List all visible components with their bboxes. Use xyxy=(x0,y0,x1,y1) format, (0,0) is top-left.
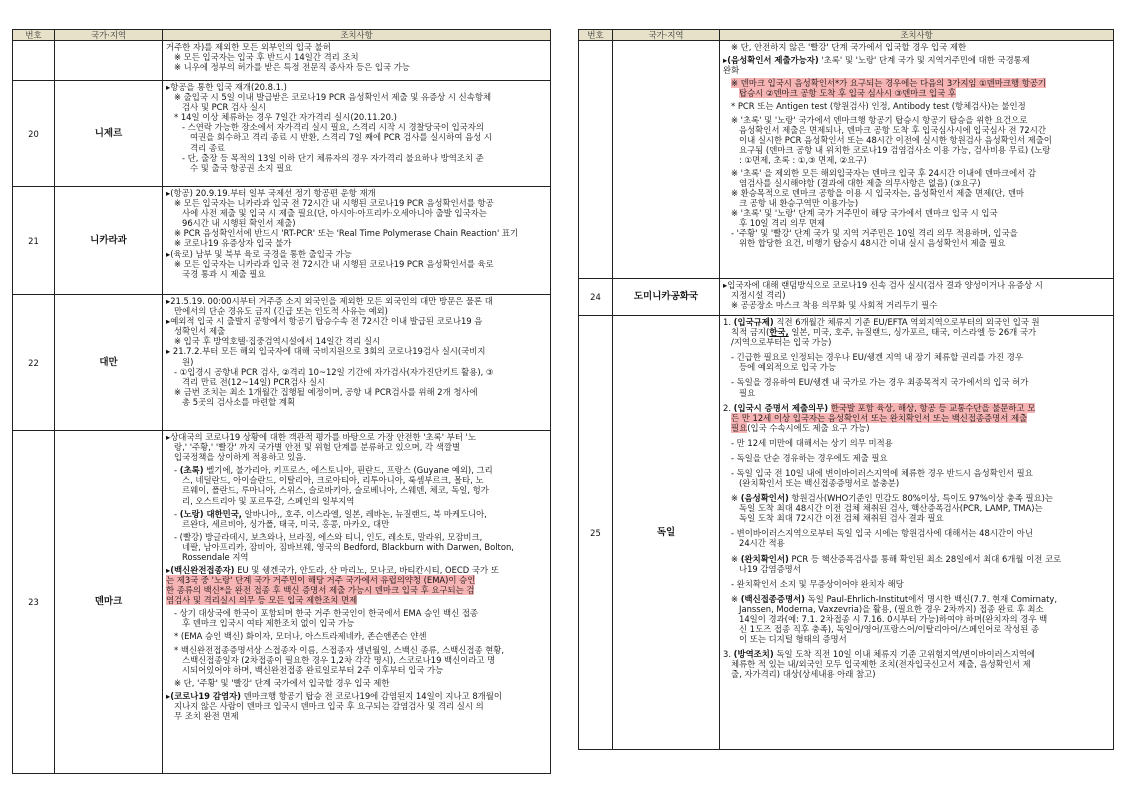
highlighted-text: 한국발 포함 육상, 해상, 항공 등 교통수단을 불문하고 모 xyxy=(830,402,1036,413)
negative-test-label: (음성확인서 제출가능자) xyxy=(727,55,819,66)
row-number: 22 xyxy=(13,295,55,431)
header-country: 국가·지역 xyxy=(613,30,720,41)
row-number: 21 xyxy=(13,187,55,295)
niger-measures: ▸항공을 통한 입국 재개(20.8.1.) ※ 출입국 시 5일 이내 발급받은 코로나19 PCR 음성확인서 제출 및 유증상 시 신속항체 검사 및 PCR 검사 실시 * 14일 이상 체류하는 경우 7일간 자가격리 실시(20.11.20.) - 스연락 가능한 장소에서 자가격리 실시 필요, 스격리 시작 시 경찰당국이 입국자의 여권을 회수하고 격리 종료 시 반환, 스격리 7일 째에 PCR 검사를 실시하여 음성 시 격리 종료 - 단, 출장 등 목적의 13일 이하 단기 체류자의 경우 자가격리 불요하나 방역조치 준 수 및 출국 항공권 소지 필요 xyxy=(163,81,551,187)
header-country: 국가·지역 xyxy=(55,30,163,41)
country-name: 도미니카공화국 xyxy=(613,279,720,316)
highlighted-text: 염검사 및 격리실시 의무 등 모든 입국 제한조치 면제 xyxy=(166,595,358,606)
table-row xyxy=(13,295,551,431)
table-row xyxy=(13,81,551,187)
highlighted-text: 한 종류의 백신*을 완전 접종 후 백신 증명서 제출 가능시 덴마크 입국 후 요구되는 검 xyxy=(166,585,475,596)
table-row xyxy=(13,187,551,295)
highlighted-text: 탑승시 ②덴마크 공항 도착 후 입국 심사시 ③덴마크 입국 후 xyxy=(739,88,956,99)
niue-measures: 거주한 자)를 제외한 모든 외부인의 입국 불허 ※ 모든 입국자는 입국 후 반드시 14일간 격리 조치 ※ 니우에 정부의 허가를 받은 특정 전문직 종사자 등은 입국 가능 xyxy=(163,41,551,81)
recovered-label: (코로나19 감염자) xyxy=(170,690,241,701)
left-header-row xyxy=(13,30,551,41)
dominican-republic-measures: ▸입국자에 대해 랜덤방식으로 코로나19 신속 검사 실시(검사 결과 양성이거나 유증상 시 지정시설 격리) ※ 공공장소 마스크 착용 의무화 및 사회적 거리두기 필수 xyxy=(720,279,1114,316)
highlighted-text: 든 만 12세 이상 입국자는 음성확인서 또는 완치확인서 또는 백신접종증명서 제출 xyxy=(731,412,1028,423)
country-name: 독일 xyxy=(613,316,720,750)
right-header-row xyxy=(579,30,1114,41)
table-row xyxy=(579,41,1114,279)
country-name: 대만 xyxy=(55,295,163,431)
table-row xyxy=(579,279,1114,316)
denmark-measures: ▸상대국의 코로나19 상황에 대한 객관적 평가를 바탕으로 가장 안전한 '초록' 부터 '노 랑,' '주황,' '빨강' 까지 국가별 안전 및 위험 단계를 분류하고 있으며, 각 색깔별 입국정책을 상이하게 적용하고 있음. - (초록) 벨기에, 불가리아, 키프로스, 에스토니아, 핀란드, 프랑스 (Guyane 예외), 그리 스, 네덜란드, 아이슬란드, 이탈리아, 크로아티아, 리투아니아, 룩셈부르크, 몰타, 노 르웨이, 폴란드, 루마니아, 스위스, 슬로바키아, 슬로베니아, 스웨덴, 체코, 독일, 헝가 리, 오스트리아 및 포르투갈, 스페인의 일부지역 - (노랑) 대한민국, 알바니아,, 호주, 이스라엘, 일본, 레바논, 뉴질랜드, 북 마케도니아, 르완다, 세르비아, 싱가폴, 태국, 미국, 홍콩, 마카오, 대만 - (빨강) 방글라데시, 보츠와나, 브라질, 에스와 티니, 인도, 레소토, 말라위, 모잠비크, 네팔, 남아프리카, 잠비아, 짐바브웨, 영국의 Bedford, Blackburn with Darwen, Bolton, Rossendale 지역 ▸(백신완전접종자) EU 및 쉥겐국가, 안도라, 산 마리노, 모나코, 바티칸시티, OECD 국가 또 는 제3국 중 '노랑' 단계 국가 거주민이 해당 거주 국가에서 유럽의약청 (EMA)이 승인 한 종류의 백신*을 완전 접종 후 백신 증명서 제출 가능시 덴마크 입국 후 요구되는 검 염검사 및 격리실시 의무 등 모든 입국 제한조치 면제 - 상기 대상국에 한국이 포함되며 한국 거주 한국인이 한국에서 EMA 승인 백신 접종 후 덴마크 입국시 여타 제한조치 없이 입국 가능 * (EMA 승인 백신) 화이자, 모더나, 아스트라제네카, 존슨앤존슨 얀센 * 백신완전접종증명서상 스접종자 이름, 스접종자 생년월일, 스백신 종류, 스백신접종 현황, 스백신접종일자 (2차접종이 필요한 경우 1,2차 각각 명시), 스코로나19 백신이라고 명 시되어있어야 하며, 백신완전접종 완료일로부터 2주 이후부터 입국 가능 ※ 단, '주황' 및 '빨강' 단계 국가에서 입국할 경우 입국 제한 ▸(코로나19 감염자) 덴마크행 항공기 탑승 전 코로나19에 감염된지 14일이 지나고 8개월이 지나지 않은 사람이 덴마크 입국시 덴마크 입국 후 요구되는 감염검사 및 격리 실시 의 무 조치 완전 면제 xyxy=(163,431,551,774)
right-measures-table xyxy=(578,29,1114,750)
germany-measures: 1. (입국규제) 직전 6개월간 체류지 기준 EU/EFTA 역외지역으로부터의 외국인 입국 원 칙적 금지(한국, 일본, 미국, 호주, 뉴질랜드, 싱가포르, 태국, 이스라엘 등 26개 국가 /지역으로부터는 입국 가능) - 긴급한 필요로 인정되는 경우나 EU/쉥겐 지역 내 장기 체류할 권리를 가진 경우 등에 예외적으로 입국 가능 - 독일을 경유하여 EU/쉥겐 내 국가로 가는 경우 최종목적지 국가에서의 입국 허가 필요 2. (입국시 증명서 제출의무) 한국발 포함 육상, 해상, 항공 등 교통수단을 불문하고 모 든 만 12세 이상 입국자는 음성확인서 또는 완치확인서 또는 백신접종증명서 제출 필요(입국 수속시에도 제출 요구 가능) - 만 12세 미만에 대해서는 상기 의무 미적용 - 독일을 단순 경유하는 경우에도 제출 필요 - 독일 입국 전 10일 내에 변이바이러스지역에 체류한 경우 반드시 음성확인서 필요 (완치확인서 또는 백신접종증명서로 불충분) ※ (음성확인서) 항원검사(WHO기준인 민감도 80%이상, 특이도 97%이상 충족 필요)는 독일 도착 최대 48시간 이전 검체 채취된 검사, 핵산증폭검사(PCR, LAMP, TMA)는 독일 도착 최대 72시간 이전 검체 채취된 검사 결과 필요 - 변이바이러스지역으로부터 독일 입국 시에는 항원검사에 대해서는 48시간이 아닌 24시간 적용 ※ (완치확인서) PCR 등 핵산증폭검사를 통해 확인된 최소 28일에서 최대 6개월 이전 코로 나19 감염증명서 - 완치확인서 소지 및 무증상이어야 완치자 해당 ※ (백신접종증명서) 독일 Paul-Ehrlich-Institut에서 명시한 백신(7.7. 현재 Comirnaty, Janssen, Moderna, Vaxzevria)을 활용, (필요한 경우 2차까지) 접종 완료 후 최소 14일이 경과(예: 7.1. 2차접종 시 7.16. 0시부터 가능)하여야 하며(완치자의 경우 백 신 1도즈 접종 직후 충족), 독일어/영어/프랑스어/이탈리아어/스페인어로 작성된 종 이 또는 디지털 형태의 증명서 3. (방역조치) 독일 도착 직전 10일 이내 체류지 기준 고위험지역/변이바이러스지역에 체류한 적 있는 내/외국인 모두 입국제한 조치(전자입국신고서 제출, 음성확인서 제 출, 자가격리) 대상(상세내용 아래 참고) xyxy=(720,316,1114,750)
country-name: 덴마크 xyxy=(55,431,163,774)
row-number: 24 xyxy=(579,279,613,316)
green-label: (초록) xyxy=(179,465,204,476)
row-number: 23 xyxy=(13,431,55,774)
country-name: 니제르 xyxy=(55,81,163,187)
korea-emphasis: 한국, xyxy=(769,327,789,338)
nicaragua-measures: ▸(항공) 20.9.19.부터 일부 국제선 정기 항공편 운항 재개 ※ 모든 입국자는 니카라과 입국 전 72시간 내 시행된 코로나19 PCR 음성확인서를 항공 사에 사전 제출 및 입국 시 제출 필요(단, 아시아·아프리카·오세아니아 출발 입국자는 96시간 내 시행된 확인서 제출) ※ PCR 음성확인서에 반드시 'RT-PCR' 또는 'Real Time Polymerase Chain Reaction' 표기 ※ 코로나19 유증상자 입국 불가 ▸(육로) 남부 및 북부 육로 국경을 통한 출입국 가능 ※ 모든 입국자는 니카라과 입국 전 72시간 내 시행된 코로나19 PCR 음성확인서를 육로 국경 통과 시 제출 필요 xyxy=(163,187,551,295)
table-row xyxy=(13,41,551,81)
row-number: 25 xyxy=(579,316,613,750)
highlighted-text: ※ 덴마크 입국시 음성확인서*가 요구되는 경우에는 다음의 3가지임 ①덴마크행 항공기 xyxy=(731,78,1046,89)
highlighted-text: 필요 xyxy=(731,422,748,433)
taiwan-measures: ▸21.5.19. 00:00시부터 거주증 소지 외국인을 제외한 모든 외국인의 대만 방문은 물론 대 만에서의 단순 경유도 금지 (긴급 또는 인도적 사유는 예외) ▸예외적 입국 시 출발지 공항에서 항공기 탑승수속 전 72시간 이내 발급된 코로나19 음 성확인서 제출 ※ 입국 후 방역호텔·집중검역시설에서 14일간 격리 실시 ▸ 21.7.2.부터 모든 해외 입국자에 대해 국비지원으로 3회의 코로나19검사 실시(국비지 원) - ①입경시 공항내 PCR 검사, ②격리 10~12일 기간에 자가검사(자가진단키트 활용), ③ 격리 만료 전(12~14일) PCR검사 실시 ※ 금번 조치는 최소 1개월간 집행될 예정이며, 공항 내 PCR검사를 위해 2개 청사에 총 5곳의 검사소를 마련할 계획 xyxy=(163,295,551,431)
header-measures: 조치사항 xyxy=(163,30,551,41)
row-number: 20 xyxy=(13,81,55,187)
header-no: 번호 xyxy=(579,30,613,41)
highlighted-text: 는 제3국 중 '노랑' 단계 국가 거주민이 해당 거주 국가에서 유럽의약청 (EMA)이 승인 xyxy=(166,575,476,586)
yellow-label: (노랑) 대한민국, xyxy=(179,508,242,519)
header-measures: 조치사항 xyxy=(720,30,1114,41)
country-name: 니카라과 xyxy=(55,187,163,295)
table-row xyxy=(579,316,1114,750)
header-no: 번호 xyxy=(13,30,55,41)
denmark-measures-continued: ※ 단, 안전하지 않은 '빨강' 단계 국가에서 입국할 경우 입국 제한 ▸(음성확인서 제출가능자) '초록' 및 '노랑' 단계 국가 및 지역거주민에 대한 국경통제 완화 ※ 덴마크 입국시 음성확인서*가 요구되는 경우에는 다음의 3가지임 ①덴마크행 항공기 탑승시 ②덴마크 공항 도착 후 입국 심사시 ③덴마크 입국 후 * PCR 또는 Antigen test (항원검사) 인정, Antibody test (항체검사)는 불인정 ※ '초록' 및 '노랑' 국가에서 덴마크행 항공기 탑승시 항공기 탑승을 위한 요건으로 음성확인서 제출은 면제되나, 덴마크 공항 도착 후 입국심사시에 입국심사 전 72시간 이내 실시한 PCR 음성확인서 또는 48시간 이전에 실시한 항원검사 음성확인서 제출이 요구됨 (덴마크 공항 내 위치한 코로나19 검염검사소 이용 가능, 검사비용 무료) (노랑 : ①면제, 초록 : ①,③ 면제, ②요구) ※ '초록' 을 제외한 모든 해외입국자는 덴마크 입국 후 24시간 이내에 덴마크에서 감 염검사를 실시해야함 (결과에 대한 제출 의무사항은 없음) (③요구) ※ 환승목적으로 덴마크 공항을 이용 시 입국자는, 음성확인서 제출 면제(단, 덴마 크 공항 내 환승구역만 이용가능) ※ '초록' 및 '노랑' 단계 국가 거주민이 해당 국가에서 덴마크 입국 시 입국 후 10일 격리 의무 면제 - '주황' 및 '빨강' 단계 국가 및 지역 거주민은 10일 격리 의무 적용하며, 입국을 위한 합당한 요건, 비행기 탑승시 48시간 이내 실시 음성확인서 제출 필요 xyxy=(720,41,1114,279)
left-measures-table xyxy=(12,29,551,774)
vaccinated-label: (백신완전접종자) xyxy=(170,565,235,576)
table-row xyxy=(13,431,551,774)
